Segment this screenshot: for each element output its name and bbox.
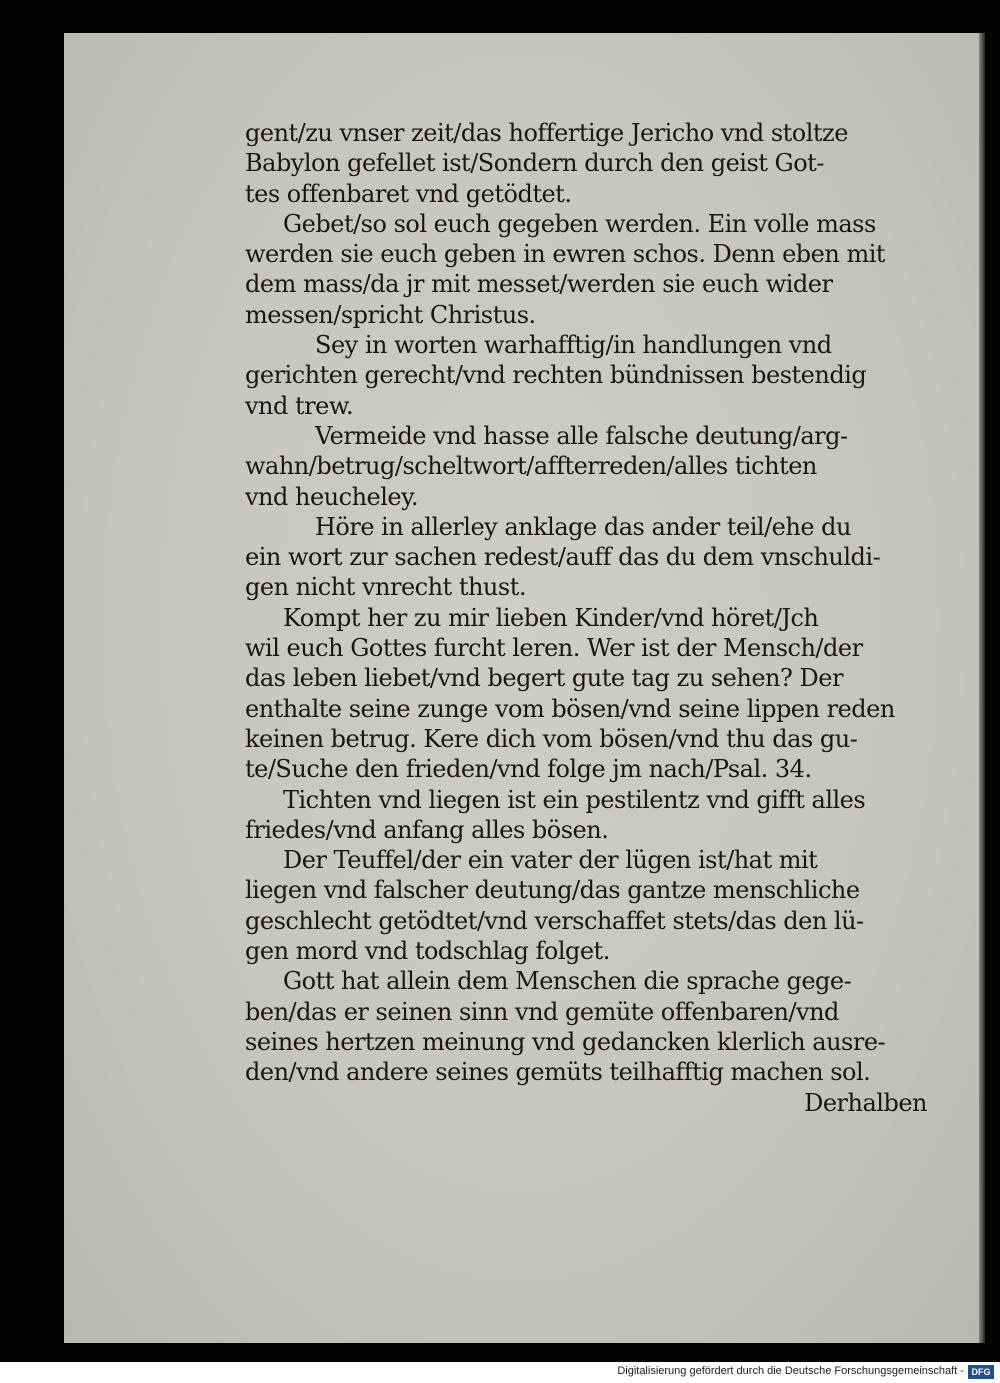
text-line: gerichten gerecht/vnd rechten bündnissen bestendig — [245, 361, 867, 390]
funding-credit: Digitalisierung gefördert durch die Deutsche Forschungsgemeinschaft - — [617, 1365, 964, 1377]
text-line: wahn/betrug/scheltwort/affterreden/alles tichten — [245, 452, 817, 481]
page-text — [245, 118, 945, 1118]
catchword: Derhalben — [804, 1088, 927, 1117]
text-line: ben/das er seinen sinn vnd gemüte offenbaren/vnd — [245, 997, 839, 1026]
text-line: Babylon gefellet ist/Sondern durch den geist Got- — [245, 149, 824, 178]
text-line: geschlecht getödtet/vnd verschaffet stets/das den lü- — [245, 906, 864, 935]
text-line: wil euch Gottes furcht leren. Wer ist der Mensch/der — [245, 634, 863, 663]
text-line: das leben liebet/vnd begert gute tag zu sehen? Der — [245, 664, 843, 693]
text-line: Sey in worten warhafftig/in handlungen vnd — [315, 331, 832, 360]
text-line: vnd trew. — [245, 391, 354, 420]
text-line: gen mord vnd todschlag folget. — [245, 937, 610, 966]
text-line: enthalte seine zunge vom bösen/vnd seine lippen reden — [245, 694, 895, 723]
text-line: den/vnd andere seines gemüts teilhafftig machen sol. — [245, 1058, 871, 1087]
dfg-logo: DFG — [968, 1365, 994, 1379]
footer-bar — [0, 1362, 1000, 1383]
text-line: Höre in allerley anklage das ander teil/ehe du — [315, 512, 851, 541]
text-line: messen/spricht Christus. — [245, 300, 536, 329]
text-line: keinen betrug. Kere dich vom bösen/vnd thu das gu- — [245, 724, 858, 753]
text-line: werden sie euch geben in ewren schos. Denn eben mit — [245, 240, 886, 269]
text-line: tes offenbaret vnd getödtet. — [245, 179, 572, 208]
text-line: Gott hat allein dem Menschen die sprache gege- — [283, 967, 852, 996]
text-line: seines hertzen meinung vnd gedancken klerlich ausre- — [245, 1027, 886, 1056]
text-line: ein wort zur sachen redest/auff das du dem vnschuldi- — [245, 543, 881, 572]
text-line: Gebet/so sol euch gegeben werden. Ein volle mass — [283, 209, 876, 238]
text-line: Der Teuffel/der ein vater der lügen ist/hat mit — [283, 846, 818, 875]
text-line: te/Suche den frieden/vnd folge jm nach/Psal. 34. — [245, 755, 812, 784]
text-line: dem mass/da jr mit messet/werden sie euch wider — [245, 270, 833, 299]
text-line: Vermeide vnd hasse alle falsche deutung/arg- — [315, 421, 848, 450]
text-line: liegen vnd falscher deutung/das gantze menschliche — [245, 876, 860, 905]
text-line: Kompt her zu mir lieben Kinder/vnd höret/Jch — [283, 603, 819, 632]
text-line: Tichten vnd liegen ist ein pestilentz vnd gifft alles — [283, 785, 866, 814]
text-line: gent/zu vnser zeit/das hoffertige Jericho vnd stoltze — [245, 119, 848, 147]
text-line: friedes/vnd anfang alles bösen. — [245, 815, 609, 844]
text-line: gen nicht vnrecht thust. — [245, 573, 526, 602]
text-line: vnd heucheley. — [245, 482, 419, 511]
page-edge-shadow — [979, 33, 985, 1343]
